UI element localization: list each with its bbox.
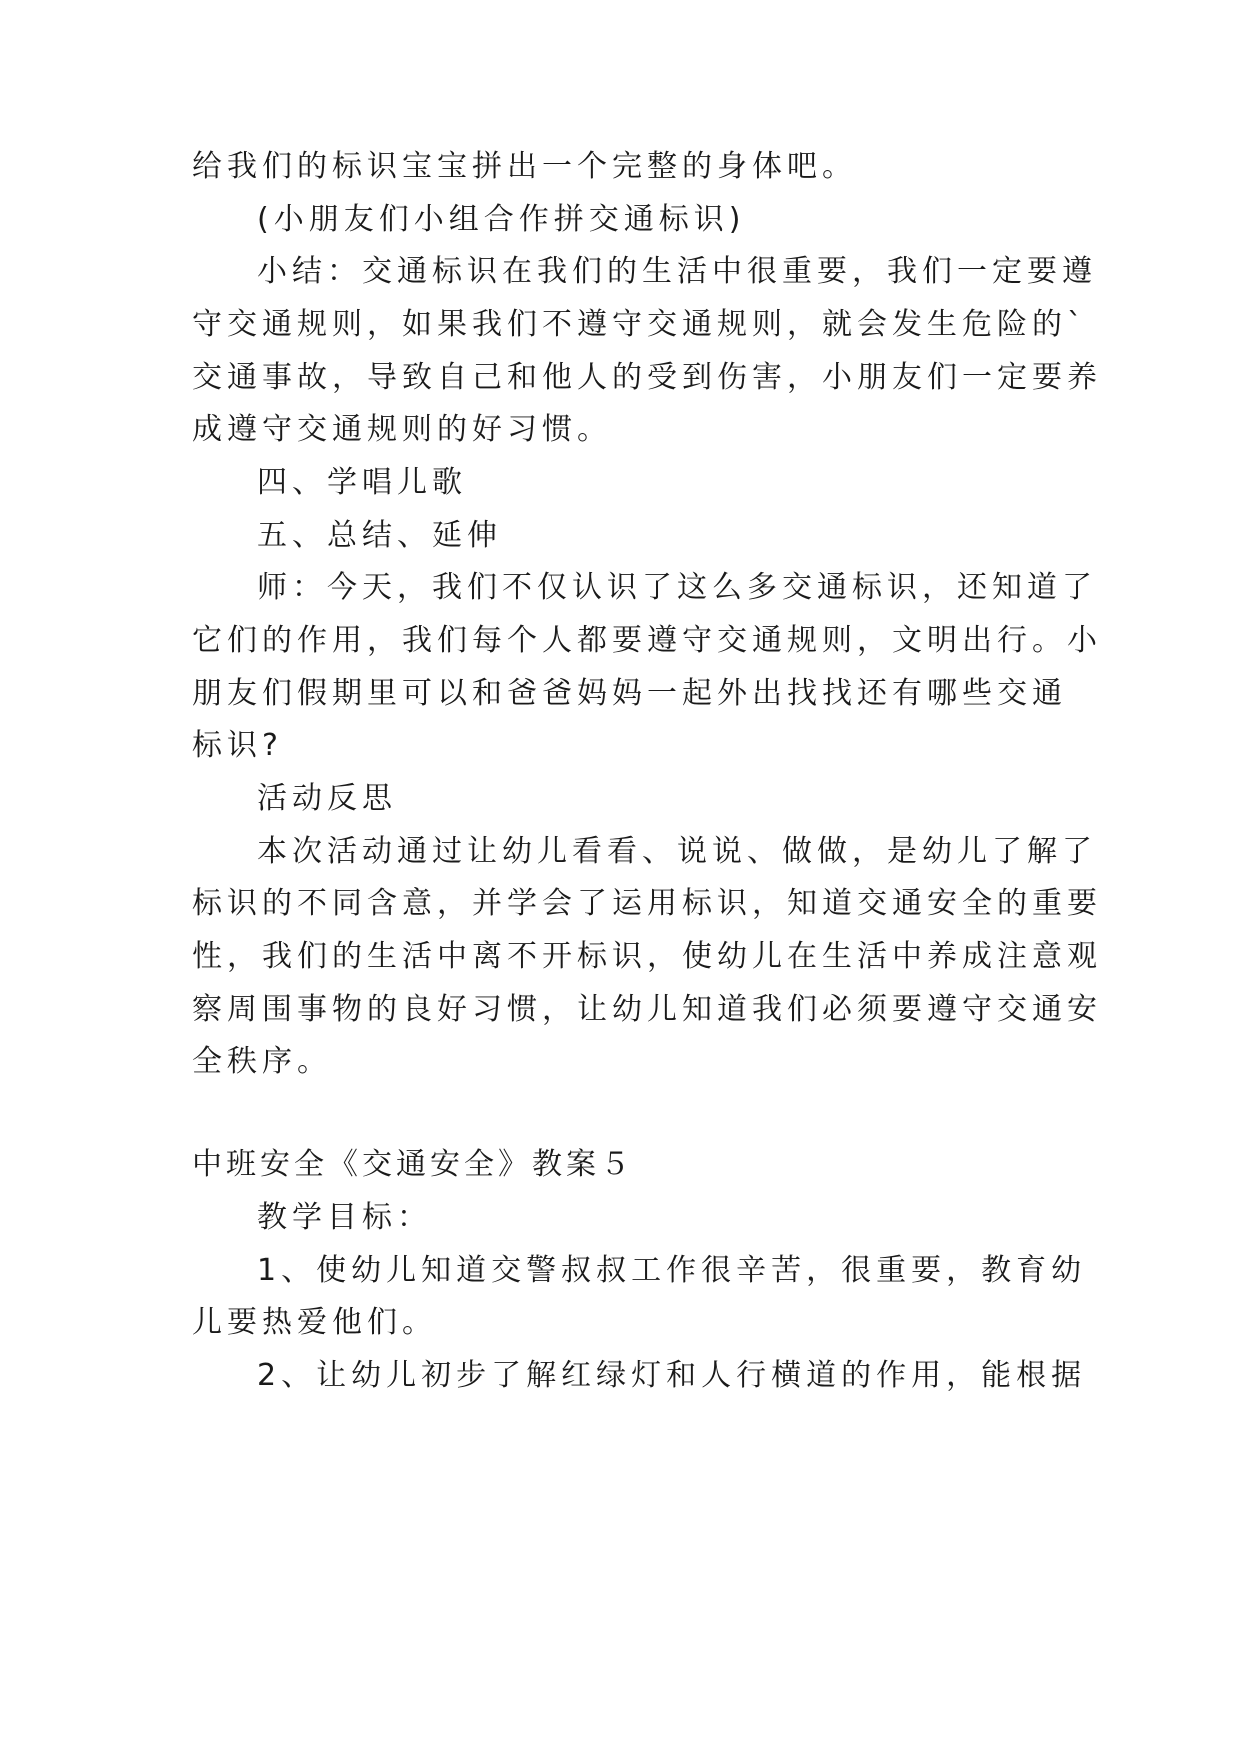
text-line: 师：今天，我们不仅认识了这么多交通标识，还知道了 (257, 570, 1097, 605)
text-line: (小朋友们小组合作拼交通标识) (257, 202, 746, 237)
text-line: 2、让幼儿初步了解红绿灯和人行横道的作用，能根据 (257, 1358, 1087, 1393)
text-line: 给我们的标识宝宝拼出一个完整的身体吧。 (192, 149, 857, 184)
text-line: 全秩序。 (192, 1044, 332, 1079)
text-line: 它们的作用，我们每个人都要遵守交通规则，文明出行。小 (192, 623, 1102, 658)
text-line: 1、使幼儿知道交警叔叔工作很辛苦，很重要，教育幼 (257, 1253, 1087, 1288)
text-line: 小结：交通标识在我们的生活中很重要，我们一定要遵 (257, 254, 1097, 289)
text-line: 本次活动通过让幼儿看看、说说、做做，是幼儿了解了 (257, 834, 1097, 869)
text-line: 朋友们假期里可以和爸爸妈妈一起外出找找还有哪些交通 (192, 676, 1067, 711)
text-line: 交通事故，导致自己和他人的受到伤害，小朋友们一定要养 (192, 360, 1102, 395)
section-heading: 五、总结、延伸 (257, 518, 502, 553)
section-heading: 教学目标： (257, 1200, 432, 1235)
document-title: 中班安全《交通安全》教案５ (192, 1147, 634, 1182)
text-line: 儿要热爱他们。 (192, 1305, 437, 1340)
text-line: 标识的不同含意，并学会了运用标识，知道交通安全的重要 (192, 886, 1102, 921)
text-line: 守交通规则，如果我们不遵守交通规则，就会发生危险的` (192, 307, 1087, 342)
section-heading: 四、学唱儿歌 (257, 465, 467, 500)
text-line: 性，我们的生活中离不开标识，使幼儿在生活中养成注意观 (192, 939, 1102, 974)
text-line: 标识? (192, 728, 283, 763)
section-heading: 活动反思 (257, 781, 397, 816)
text-line: 成遵守交通规则的好习惯。 (192, 412, 612, 447)
text-line: 察周围事物的良好习惯，让幼儿知道我们必须要遵守交通安 (192, 992, 1102, 1027)
